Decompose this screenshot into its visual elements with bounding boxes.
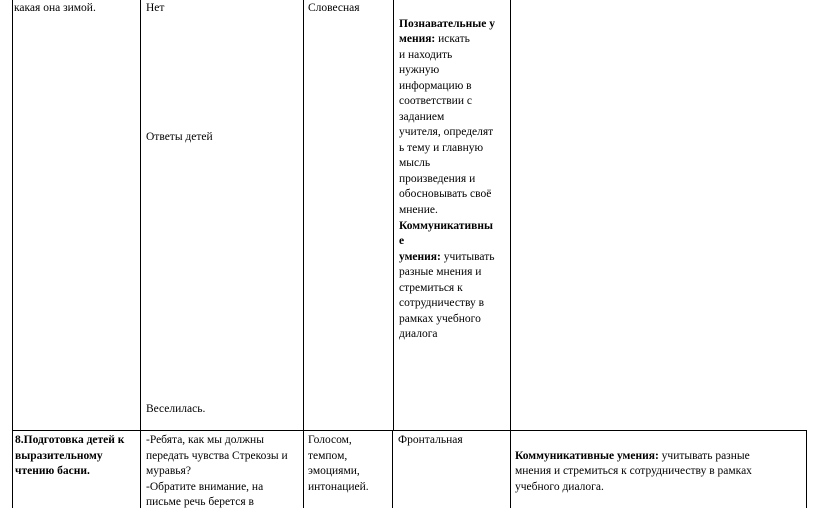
row2-skills-title: Коммуникативные умения: [515, 449, 659, 462]
communicative-skills-text: учитывать разные мнения и стремиться к сотрудничеству в рамках учебного диалога [399, 250, 495, 340]
table-right-border [806, 430, 807, 508]
column-divider-3a [393, 0, 394, 431]
row2-communicative-skills [515, 433, 805, 495]
row1-answer-veselilas: Веселилась. [146, 403, 206, 415]
row1-answer-no: Нет [146, 2, 165, 14]
row1-cognitive-skills [399, 1, 509, 218]
row2-expression-means: Голосом, темпом, эмоциями, интонацией. [308, 434, 369, 493]
cognitive-skills-title: Познавательные у мения: [399, 17, 495, 45]
cognitive-skills-text: искать и находить нужную информацию в соответствии с заданием учителя, определят ь тему и главную мысль произведения и обосновывать своё мнение. [399, 33, 494, 216]
column-divider-3b [392, 430, 393, 508]
row1-method: Словесная [308, 2, 360, 14]
column-divider-4 [510, 0, 511, 508]
row-divider [12, 430, 806, 431]
row1-communicative-skills [399, 203, 509, 343]
row1-topic-text: какая она зимой. [14, 2, 96, 14]
row2-stage-title: 8.Подготовка детей к выразительному чтению басни. [15, 434, 125, 477]
row2-skills-text: учитывать разные мнения и стремиться к сотрудничеству в рамках учебного диалога. [515, 449, 752, 493]
column-divider-1 [140, 0, 141, 508]
row1-children-answers: Ответы детей [146, 131, 213, 143]
communicative-skills-title: Коммуникативны е умения: [399, 219, 493, 263]
row2-work-form: Фронтальная [398, 434, 463, 446]
table-left-border [12, 0, 13, 508]
row2-teacher-questions: -Ребята, как мы должны передать чувства Стрекозы и муравья? -Обратите внимание, на письме речь берется в [146, 434, 288, 508]
column-divider-2 [303, 0, 304, 508]
